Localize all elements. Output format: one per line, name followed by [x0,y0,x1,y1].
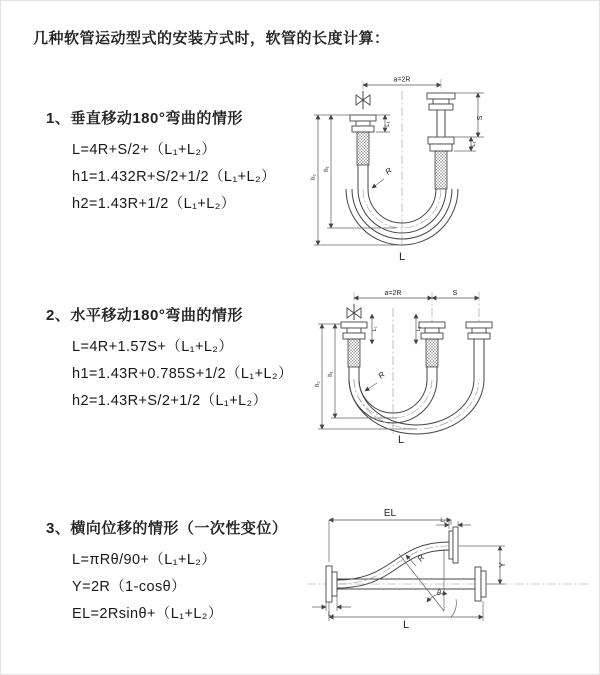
dim-label-l1: L₁ [440,518,446,524]
dimension-el [329,508,451,562]
formula-line: L=4R+S/2+（L₁+L₂） [72,142,217,158]
section-lateral-displacement [46,517,287,628]
dim-label-a2r: a=2R [384,290,402,297]
dimension-l1-mid [416,314,422,344]
section-heading: 1、垂直移动180°弯曲的情形 [46,110,243,127]
dim-label-l1: L₁ [385,121,391,127]
dim-label-l1: L₁ [471,141,477,147]
formula-line: EL=2Rsinθ+（L₁+L₂） [72,606,223,622]
dim-label-y: Y [498,562,507,568]
dim-label-a2r: a=2R [393,76,411,84]
valve-icon [347,304,361,320]
dim-label-l: L [397,434,405,446]
dim-label-l1: L₁ [416,326,422,332]
section-vertical-movement [46,107,276,218]
section-heading: 2、水平移动180°弯曲的情形 [46,307,243,324]
section-heading: 3、横向位移的情形（一次性变位） [46,520,288,537]
dimension-l [329,601,483,631]
formula-line: h2=1.43R+S/2+1/2（L₁+L₂） [72,393,268,409]
left-pipe-assembly [341,322,367,379]
dim-label-h1: h₁ [324,166,330,172]
dim-label-h2: h₂ [311,174,317,180]
formula-line: Y=2R（1-cosθ） [72,579,186,595]
dim-label-r: R [383,165,394,177]
dimension-l1-left [372,314,378,344]
diagram-lateral-displacement [299,504,599,646]
dim-label-l: L [398,251,406,263]
dim-label-l1: L₁ [372,326,378,332]
angle-label-theta: θ [437,590,441,597]
dimension-l1-right [454,137,477,151]
hose-u-bend-displaced [349,379,484,434]
dim-label-el: EL [383,508,397,519]
right-pipe-assembly [466,322,492,379]
formula-line: L=πRθ/90+（L₁+L₂） [72,552,217,568]
dim-label-l: L [402,619,410,631]
formula-line: L=4R+1.57S+（L₁+L₂） [72,339,234,355]
diagram-horizontal-180-bend [309,284,597,449]
dimension-a2r [363,77,441,86]
angle-construction [399,549,456,617]
dim-label-r: R [415,553,427,564]
diagram-vertical-180-bend [306,69,598,264]
formula-line: h2=1.43R+1/2（L₁+L₂） [72,196,236,212]
section-horizontal-movement [46,304,293,415]
dim-label-h2: h₂ [315,381,321,387]
formula-line: h1=1.43R+0.785S+1/2（L₁+L₂） [72,366,293,382]
dim-label-s: S [477,115,484,121]
left-flange [326,566,337,602]
radius-callout [365,370,387,391]
formula-line: h1=1.432R+S/2+1/2（L₁+L₂） [72,169,276,185]
dimension-s [432,290,479,298]
radius-callout [372,166,394,188]
dim-label-h1: h₁ [328,371,334,377]
valve-icon [356,91,370,109]
right-pipe-assembly [427,93,455,189]
middle-pipe-assembly [419,322,445,379]
upper-flange [453,527,458,563]
dimension-s [454,93,484,137]
dim-label-r: R [376,369,387,381]
dim-label-s: S [452,290,458,297]
dimension-l1-left [376,115,391,132]
braided-hose-section [435,151,447,189]
upper-flange [449,531,453,559]
left-pipe-assembly [350,115,376,189]
braided-hose-section [426,339,438,367]
page-title: 几种软管运动型式的安装方式时，软管的长度计算： [33,30,390,47]
dimension-h-outer [311,115,402,245]
braided-hose-section [348,339,360,367]
radius-callout [406,553,426,566]
braided-hose-section [357,132,369,165]
dim-label-l2: L₂ [328,612,334,618]
dimension-a2r [354,290,432,298]
